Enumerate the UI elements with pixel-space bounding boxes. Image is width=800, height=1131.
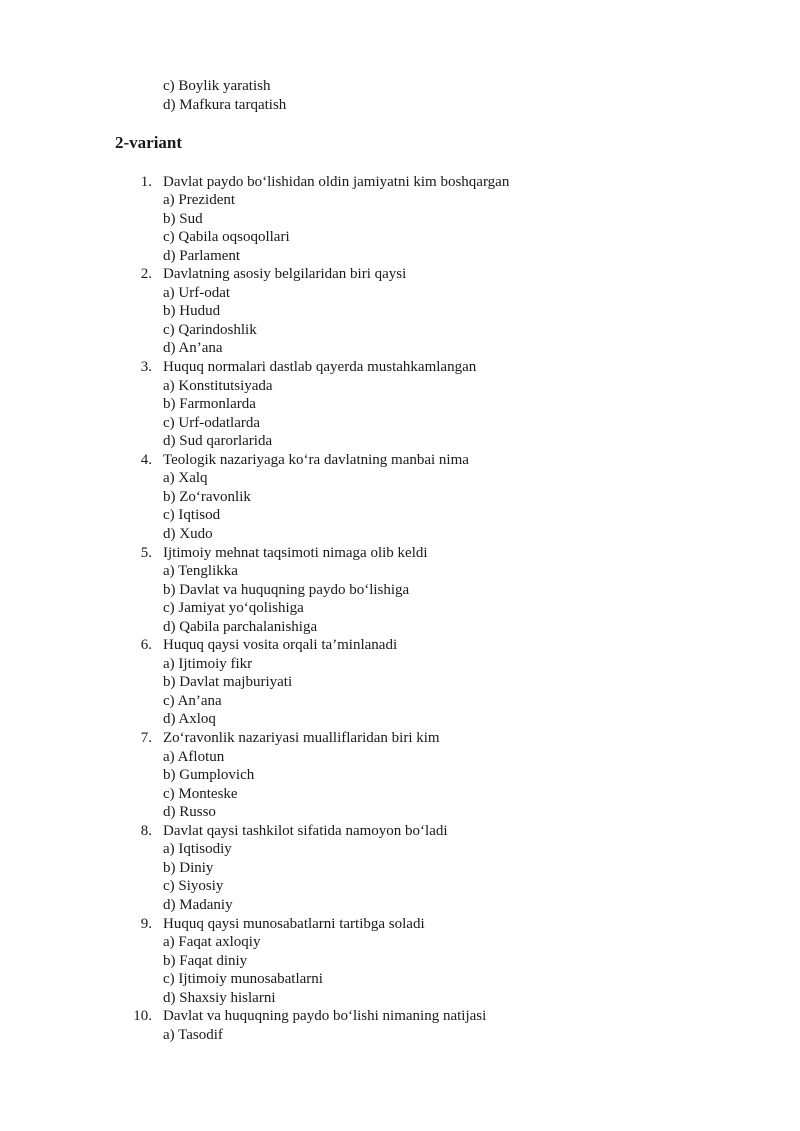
answer-option: b) Faqat diniy [163,952,248,969]
answer-option: a) Ijtimoiy fikr [163,655,253,672]
answer-option: b) Zo‘ravonlik [163,488,251,505]
answer-option: c) Siyosiy [163,878,224,895]
prev-option-d: d) Mafkura tarqatish [163,96,287,113]
answer-option: c) Ijtimoiy munosabatlarni [163,971,323,988]
answer-option: d) Qabila parchalanishiga [163,618,318,635]
answer-option: b) Diniy [163,859,214,876]
question-text: Teologik nazariyaga ko‘ra davlatning manbai nima [163,451,469,468]
answer-option: a) Xalq [163,470,208,487]
answer-option: d) Madaniy [163,896,233,913]
answer-option: a) Urf-odat [163,284,231,301]
question-text: Zo‘ravonlik nazariyasi mualliflaridan biri kim [163,730,440,746]
question-number: 6. [140,637,152,654]
answer-option: c) Qarindoshlik [163,321,257,338]
answer-option: d) Sud qarorlarida [163,433,273,450]
answer-option: d) Axloq [163,711,216,728]
answer-option: d) An’ana [163,340,223,357]
answer-option: c) Qabila oqsoqollari [163,229,290,246]
answer-option: b) Davlat va huquqning paydo bo‘lishiga [163,581,410,598]
answer-option: b) Sud [163,210,203,227]
question-number: 9. [140,915,152,932]
answer-option: d) Xudo [163,525,213,542]
question-text: Huquq qaysi munosabatlarni tartibga soladi [163,915,425,932]
answer-option: d) Shaxsiy hislarni [163,989,276,1006]
question-number: 3. [140,359,152,375]
question-number: 1. [140,173,152,190]
question-text: Ijtimoiy mehnat taqsimoti nimaga olib keldi [163,544,428,561]
answer-option: a) Konstitutsiyada [163,377,273,394]
question-number: 7. [140,730,152,746]
answer-option: c) Monteske [163,785,238,802]
question-number: 5. [140,544,152,561]
answer-option: b) Hudud [163,303,221,320]
answer-option: c) Iqtisod [163,507,221,524]
question-number: 4. [140,451,152,468]
answer-option: a) Aflotun [163,748,225,765]
section-heading: 2-variant [115,133,183,152]
prev-option-c: c) Boylik yaratish [163,78,271,94]
answer-option: b) Gumplovich [163,767,255,784]
answer-option: a) Tenglikka [163,563,238,580]
question-text: Davlat va huquqning paydo bo‘lishi nimaning natijasi [163,1008,487,1025]
answer-option: a) Faqat axloqiy [163,934,261,951]
question-text: Huquq qaysi vosita orqali ta’minlanadi [163,637,398,654]
answer-option: a) Prezident [163,192,236,209]
answer-option: c) An’ana [163,692,222,709]
answer-option: b) Farmonlarda [163,396,256,413]
answer-option: d) Parlament [163,247,241,264]
question-number: 10. [133,1008,152,1025]
answer-option: a) Iqtisodiy [163,841,232,858]
answer-option: b) Davlat majburiyati [163,674,293,691]
question-text: Davlat qaysi tashkilot sifatida namoyon bo‘ladi [163,822,448,839]
question-text: Davlat paydo bo‘lishidan oldin jamiyatni kim boshqargan [163,173,510,190]
answer-option: c) Jamiyat yo‘qolishiga [163,600,304,617]
answer-option: a) Tasodif [163,1026,223,1043]
answer-option: d) Russo [163,804,216,821]
question-number: 2. [140,266,152,283]
answer-option: c) Urf-odatlarda [163,414,261,431]
question-text: Huquq normalari dastlab qayerda mustahkamlangan [163,359,477,375]
question-number: 8. [140,822,152,839]
question-text: Davlatning asosiy belgilaridan biri qaysi [163,266,407,283]
